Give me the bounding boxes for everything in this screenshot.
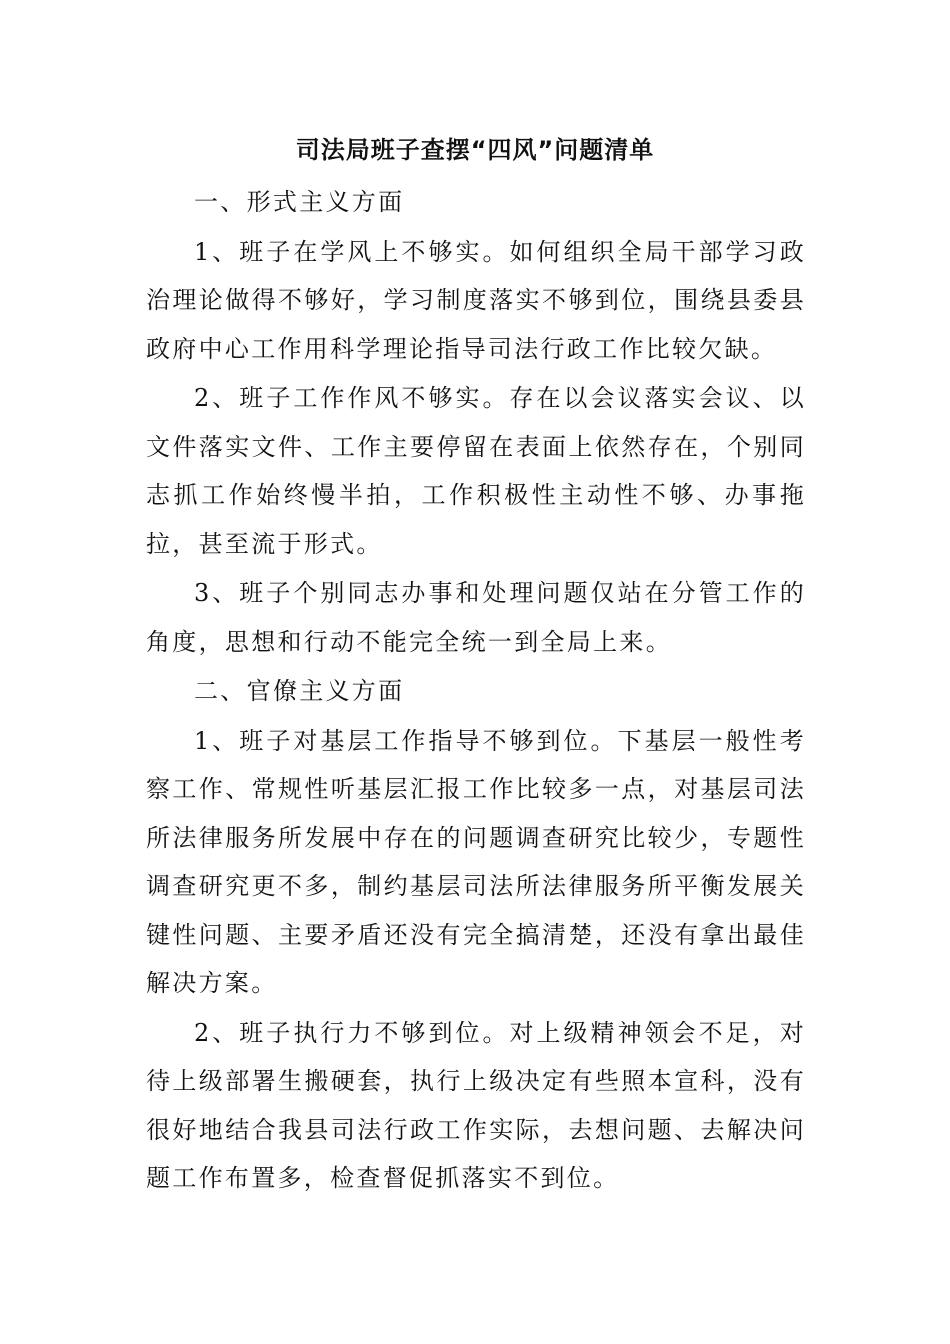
- formalism-item-1: 1、班子在学风上不够实。如何组织全局干部学习政治理论做得不够好，学习制度落实不够到位，围绕县委县政府中心工作用科学理论指导司法行政工作比较欠缺。: [146, 237, 806, 363]
- document-body: [146, 178, 806, 1204]
- section-heading-formalism: 一、形式主义方面: [194, 188, 405, 216]
- formalism-item-3: 3、班子个别同志办事和处理问题仅站在分管工作的角度，思想和行动不能完全统一到全局上来。: [146, 579, 806, 656]
- document-title: 司法局班子查摆“四风”问题清单: [295, 136, 655, 164]
- formalism-item-2: 2、班子工作作风不够实。存在以会议落实会议、以文件落实文件、工作主要停留在表面上依然存在，个别同志抓工作始终慢半拍，工作积极性主动性不够、办事拖拉，甚至流于形式。: [146, 384, 806, 558]
- bureaucratism-item-2: 2、班子执行力不够到位。对上级精神领会不足，对待上级部署生搬硬套，执行上级决定有些照本宣科，没有很好地结合我县司法行政工作实际，去想问题、去解决问题工作布置多，检查督促抓落实不到位。: [146, 1018, 806, 1192]
- bureaucratism-item-1: 1、班子对基层工作指导不够到位。下基层一般性考察工作、常规性听基层汇报工作比较多一点，对基层司法所法律服务所发展中存在的问题调查研究比较少，专题性调查研究更不多，制约基层司法所法律服务所平衡发展关键性问题、主要矛盾还没有完全搞清楚，还没有拿出最佳解决方案。: [146, 726, 806, 997]
- section-heading-bureaucratism: 二、官僚主义方面: [194, 677, 405, 705]
